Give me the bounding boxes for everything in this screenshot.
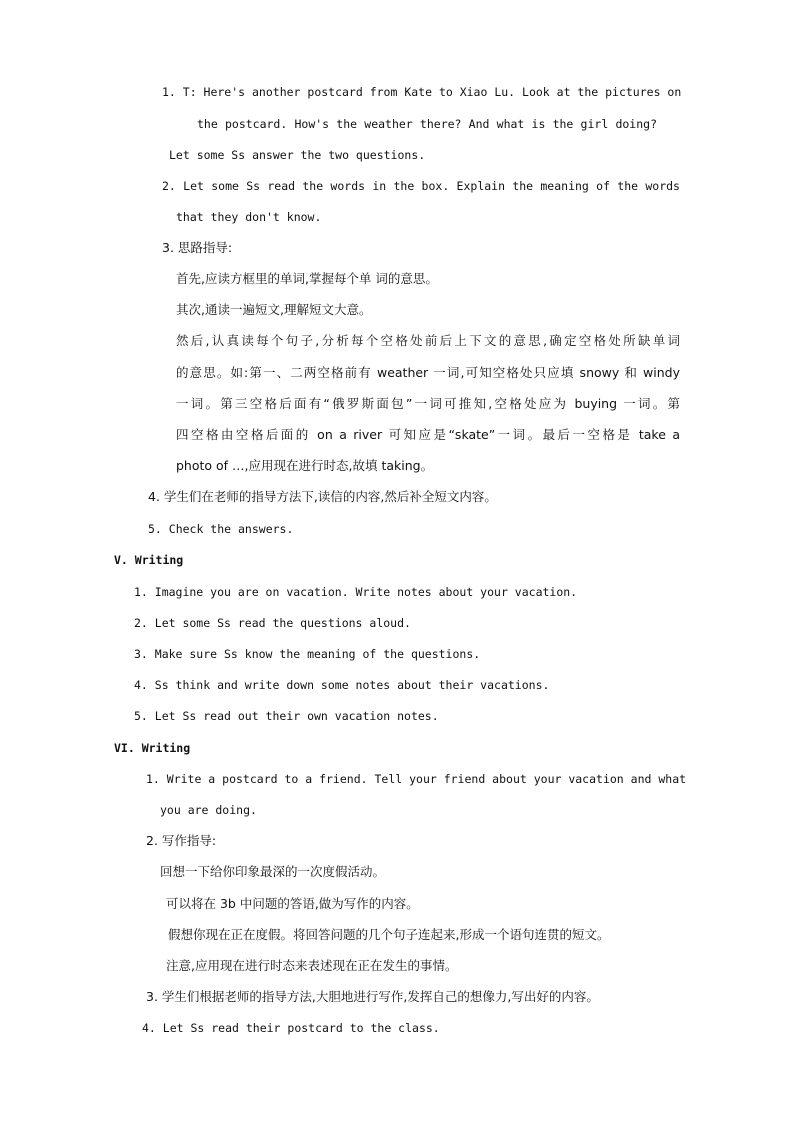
guide-second: 其次,通读一遍短文,理解短文大意。 [176, 302, 372, 317]
guide-then-cont-3: 四空格由空格后面的 on a river 可知应是“skate”一词。最后一空格是 take a [176, 427, 680, 442]
vi-guide-3: 假想你现在正在度假。将回答问题的几个句子连起来,形成一个语句连贯的短文。 [168, 927, 610, 942]
guide-first: 首先,应读方框里的单词,掌握每个单 词的意思。 [176, 271, 438, 286]
v-step-5: 5. Let Ss read out their own vacation notes. [134, 709, 439, 723]
step-3-heading: 3. 思路指导: [162, 240, 233, 255]
v-step-1: 1. Imagine you are on vacation. Write notes about your vacation. [134, 585, 578, 599]
guide-then-cont-2: 一词。第三空格后面有“俄罗斯面包”一词可推知,空格处应为 buying 一词。第 [176, 396, 680, 411]
section-vi-heading: VI. Writing [114, 741, 191, 755]
step-4-text: 4. 学生们在老师的指导方法下,读信的内容,然后补全短文内容。 [148, 489, 497, 504]
step-2-text: 2. Let some Ss read the words in the box. Explain the meaning of the words [162, 179, 680, 193]
v-step-4: 4. Ss think and write down some notes about their vacations. [134, 678, 550, 692]
vi-guide-1: 回想一下给你印象最深的一次度假活动。 [160, 864, 386, 879]
vi-step-3: 3. 学生们根据老师的指导方法,大胆地进行写作,发挥自己的想像力,写出好的内容。 [146, 989, 599, 1004]
v-step-2: 2. Let some Ss read the questions aloud. [134, 616, 411, 630]
step-2-text-cont: that they don't know. [176, 210, 322, 224]
vi-step-1: 1. Write a postcard to a friend. Tell your friend about your vacation and what [146, 772, 687, 786]
vi-guide-4: 注意,应用现在进行时态来表述现在正在发生的事情。 [166, 958, 458, 973]
section-v-heading: V. Writing [114, 553, 184, 567]
step-1-answer: Let some Ss answer the two questions. [169, 148, 426, 162]
step-1-question: 1. T: Here's another postcard from Kate to Xiao Lu. Look at the pictures on [162, 85, 682, 99]
step-1-question-cont: the postcard. How's the weather there? And what is the girl doing? [197, 117, 657, 131]
v-step-3: 3. Make sure Ss know the meaning of the questions. [134, 647, 481, 661]
guide-then-cont-1: 的意思。如:第一、二两空格前有 weather 一词,可知空格处只应填 snowy 和 windy [176, 365, 680, 380]
vi-guide-2: 可以将在 3b 中问题的答语,做为写作的内容。 [166, 896, 419, 911]
vi-step-2-heading: 2. 写作指导: [146, 833, 217, 848]
step-5-text: 5. Check the answers. [148, 522, 294, 536]
vi-step-4: 4. Let Ss read their postcard to the class. [142, 1021, 440, 1035]
vi-step-1-cont: you are doing. [160, 803, 257, 817]
guide-then-cont-4: photo of …,应用现在进行时态,故填 taking。 [176, 458, 434, 473]
guide-then: 然后,认真读每个句子,分析每个空格处前后上下文的意思,确定空格处所缺单词 [176, 333, 680, 348]
